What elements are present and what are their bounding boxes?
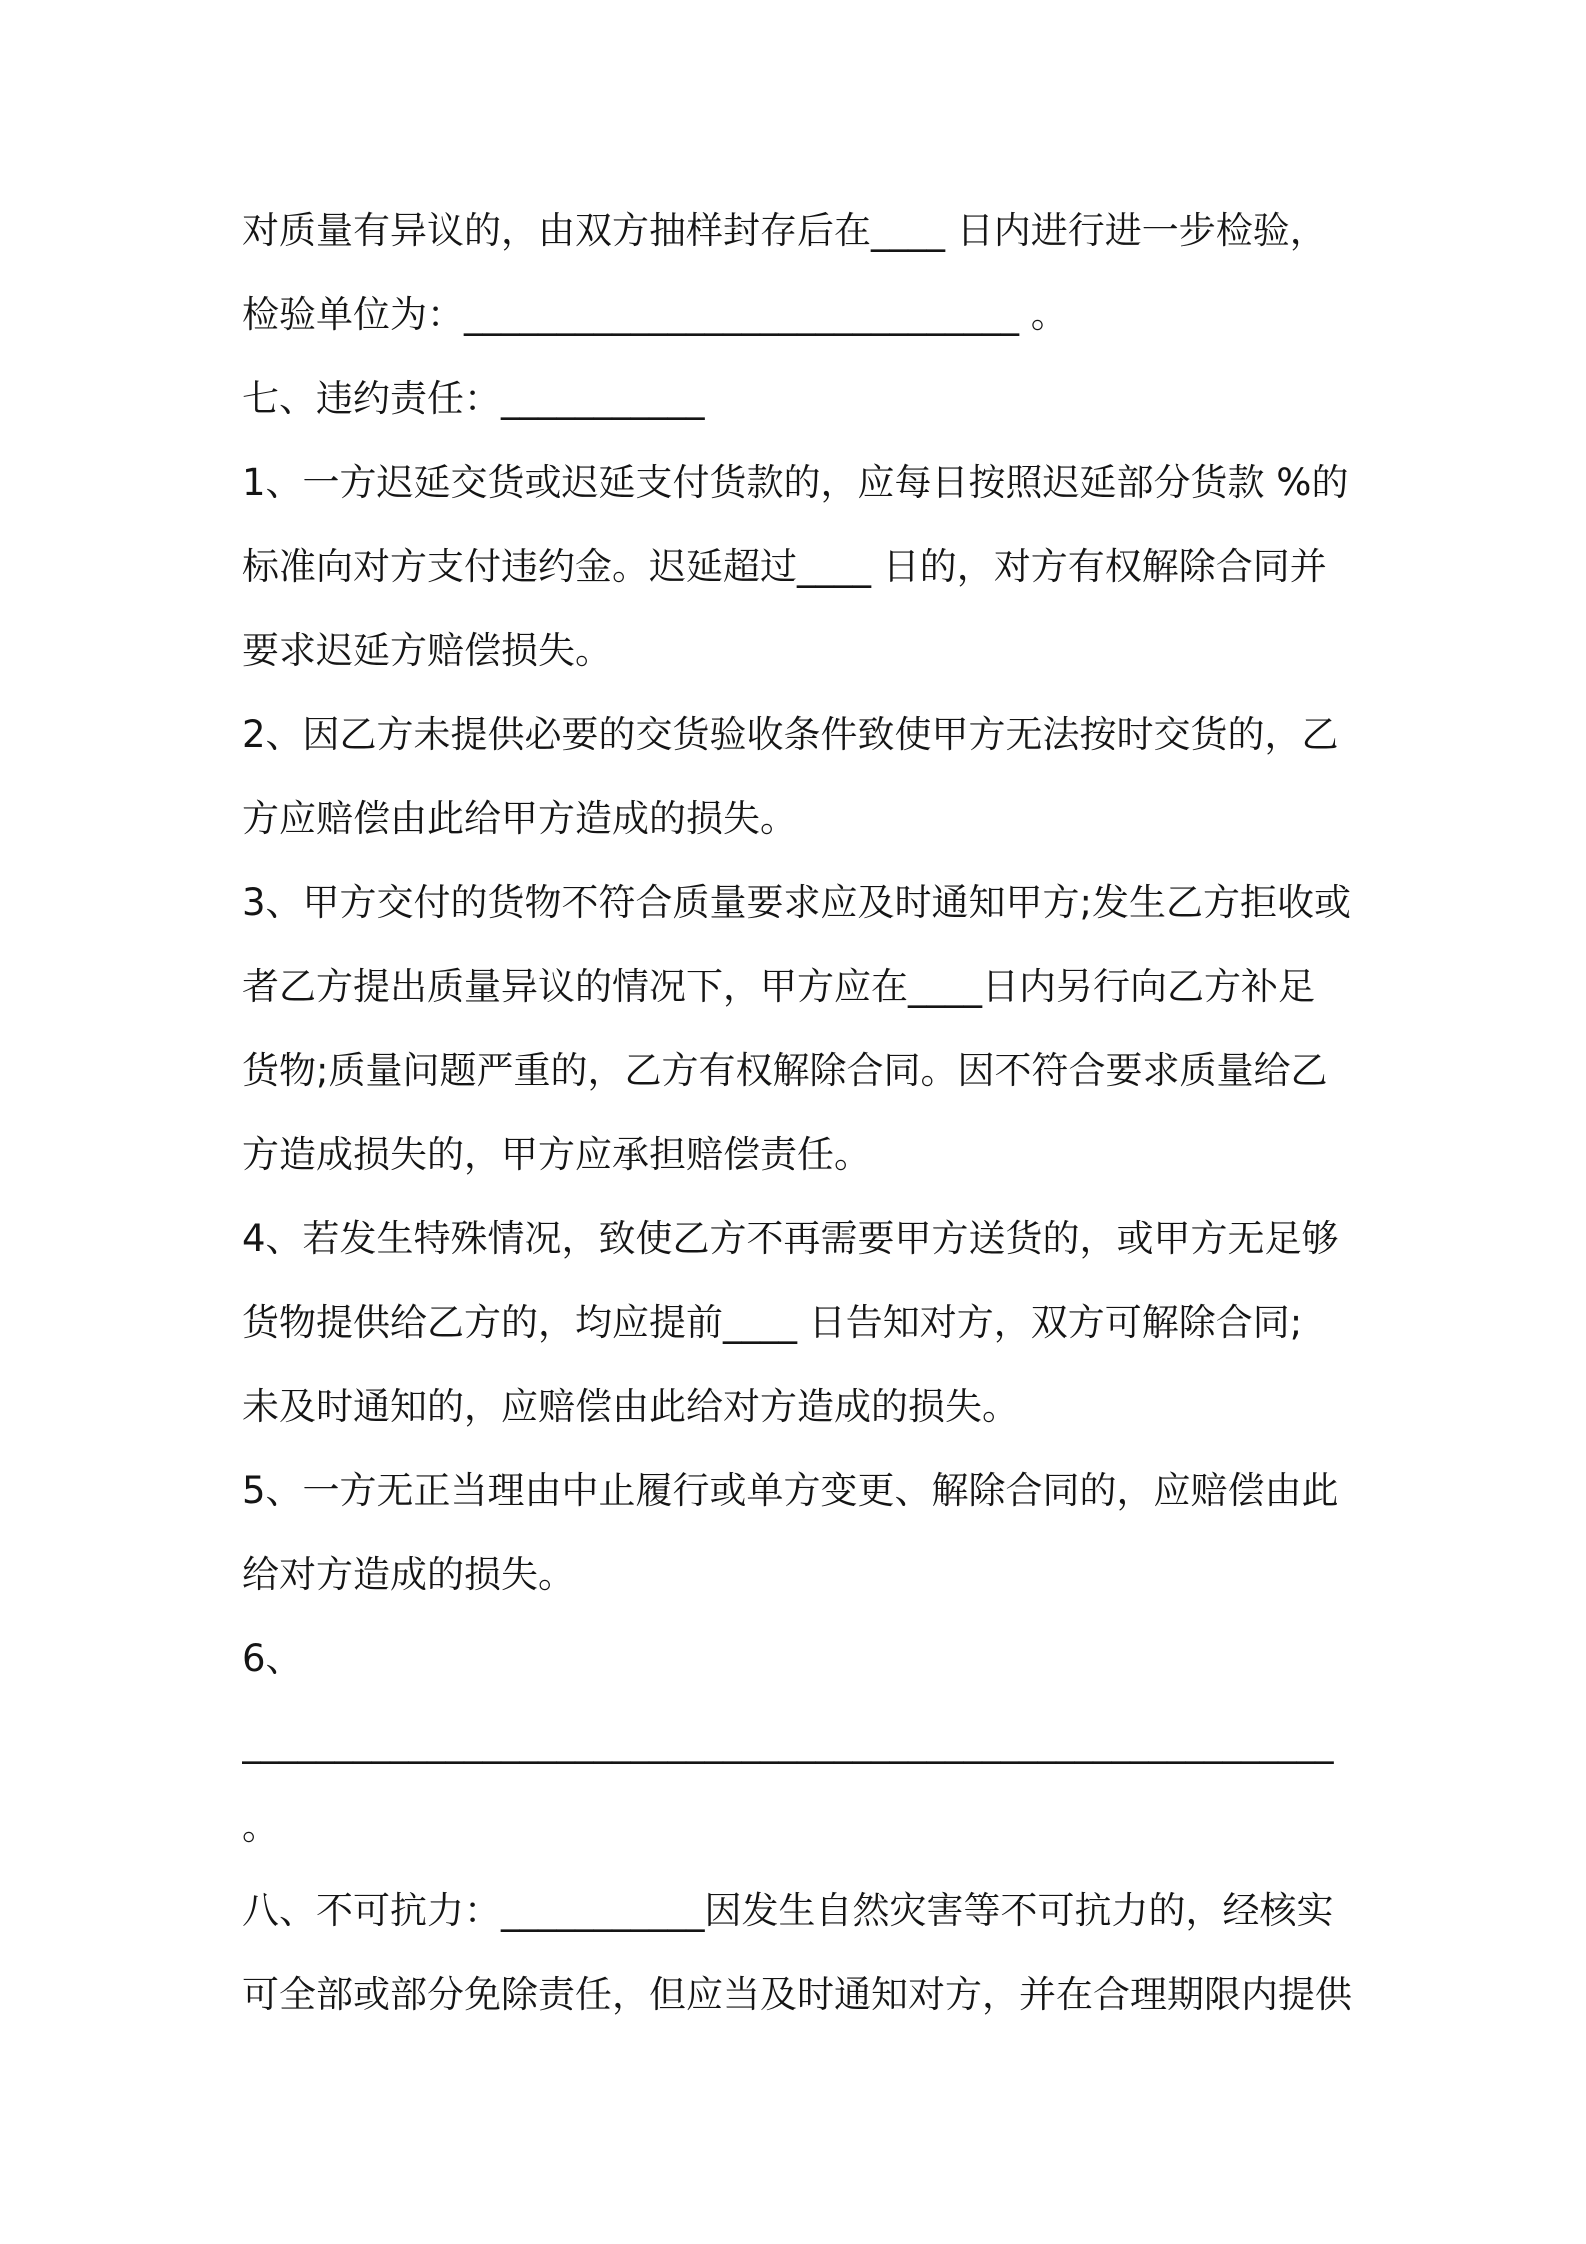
text-line: 6、 (242, 1637, 303, 1680)
text-line: 标准向对方支付违约金。迟延超过____ 日的，对方有权解除合同并 (242, 545, 1327, 588)
text-line: 对质量有异议的，由双方抽样封存后在____ 日内进行进一步检验， (242, 209, 1327, 252)
text-line: 八、不可抗力：___________因发生自然灾害等不可抗力的，经核实 (242, 1889, 1334, 1932)
text-line: 未及时通知的，应赔偿由此给对方造成的损失。 (242, 1385, 1019, 1428)
document-body (242, 189, 1442, 2037)
text-line: 方造成损失的，甲方应承担赔偿责任。 (242, 1133, 871, 1176)
text-line: 可全部或部分免除责任，但应当及时通知对方，并在合理期限内提供 (242, 1973, 1352, 2016)
paragraph-quality-inspection (242, 189, 1442, 357)
text-line: 货物;质量问题严重的，乙方有权解除合同。因不符合要求质量给乙 (242, 1049, 1328, 1092)
clause-5 (242, 1449, 1442, 1617)
clause-1 (242, 441, 1442, 693)
section-force-majeure (242, 1869, 1442, 2037)
text-line: 5、一方无正当理由中止履行或单方变更、解除合同的，应赔偿由此 (242, 1469, 1339, 1512)
section-heading-breach-liability (242, 357, 1442, 441)
text-line: 要求迟延方赔偿损失。 (242, 629, 612, 672)
text-line: 给对方造成的损失。 (242, 1553, 575, 1596)
clause-4 (242, 1197, 1442, 1449)
text-line: 检验单位为：______________________________ 。 (242, 293, 1068, 336)
text-line: 者乙方提出质量异议的情况下，甲方应在____日内另行向乙方补足 (242, 965, 1315, 1008)
text-line: 1、一方迟延交货或迟延支付货款的，应每日按照迟延部分货款 %的 (242, 461, 1349, 504)
text-line: 2、因乙方未提供必要的交货验收条件致使甲方无法按时交货的，乙 (242, 713, 1339, 756)
clause-2 (242, 693, 1442, 861)
text-line: 方应赔偿由此给甲方造成的损失。 (242, 797, 797, 840)
text-line: 3、甲方交付的货物不符合质量要求应及时通知甲方;发生乙方拒收或 (242, 881, 1352, 924)
text-line: 七、违约责任：___________ (242, 377, 705, 420)
clause-6 (242, 1617, 1442, 1869)
text-line: 。 (242, 1805, 279, 1848)
text-line: 4、若发生特殊情况，致使乙方不再需要甲方送货的，或甲方无足够 (242, 1217, 1339, 1260)
blank-fill-line: ___________________________________________________________ (242, 1721, 1334, 1764)
text-line: 货物提供给乙方的，均应提前____ 日告知对方，双方可解除合同; (242, 1301, 1303, 1344)
clause-3 (242, 861, 1442, 1197)
